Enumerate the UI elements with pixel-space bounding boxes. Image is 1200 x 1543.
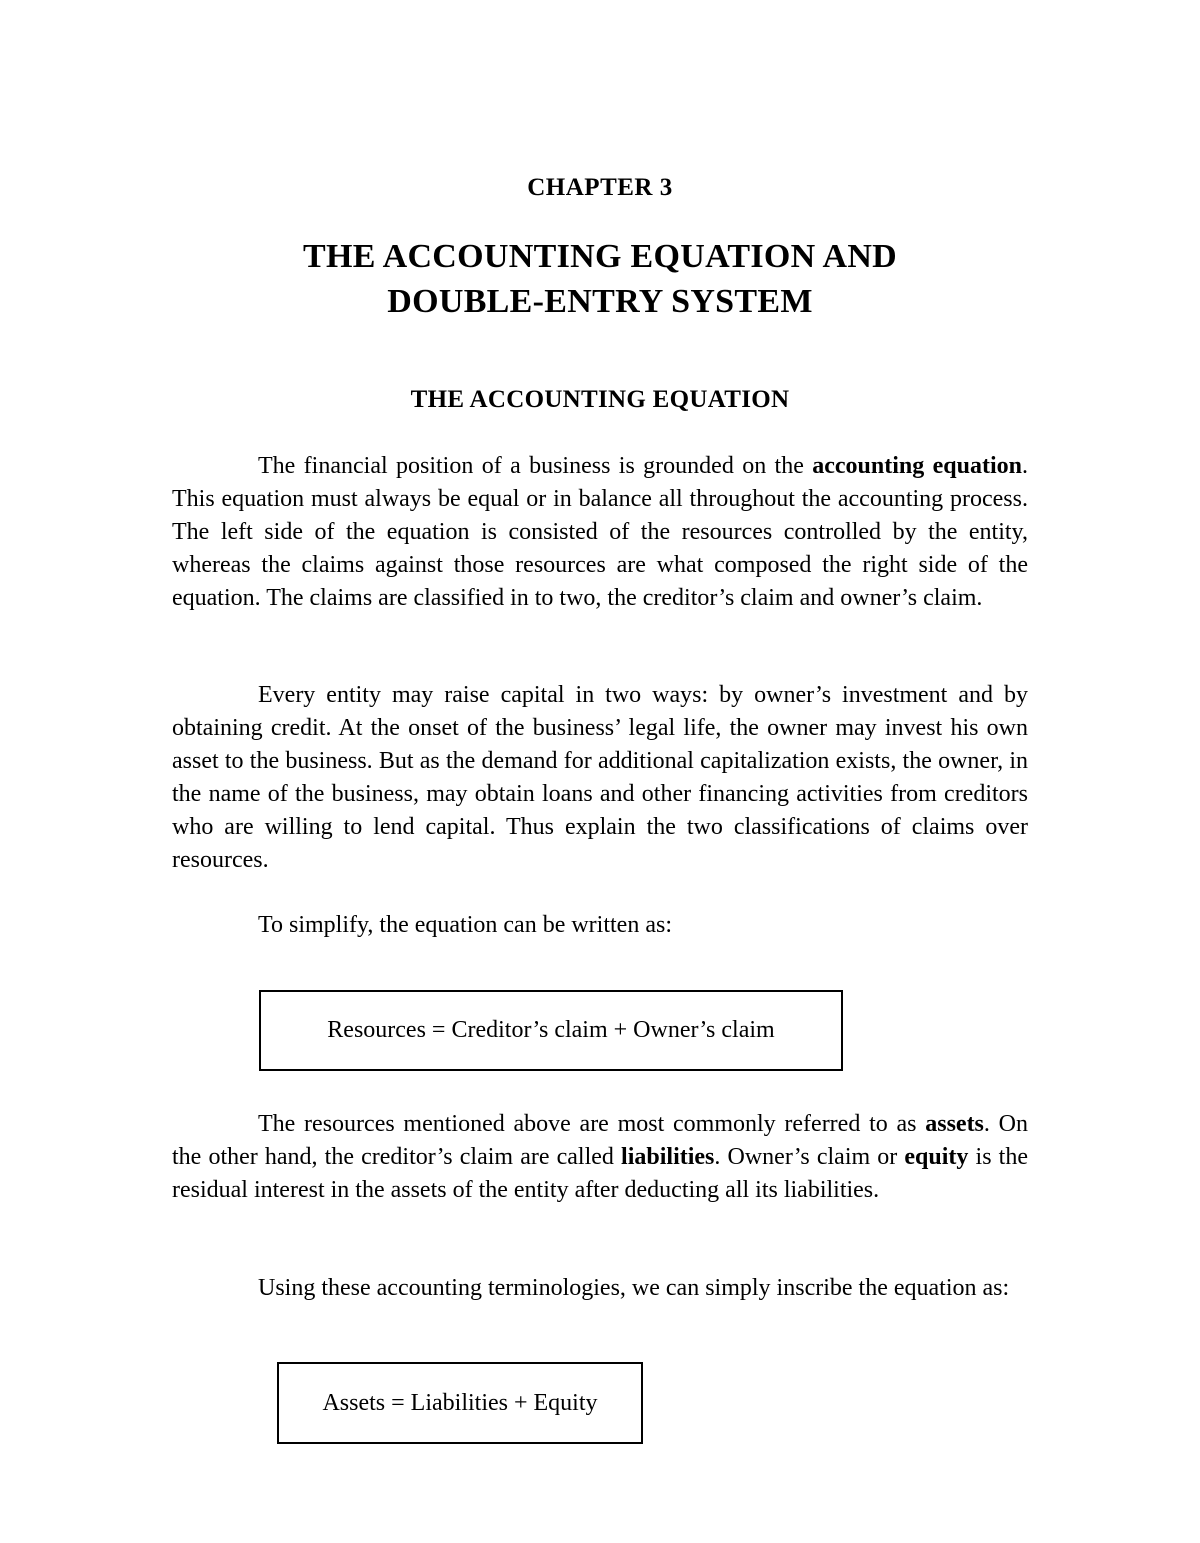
term-assets: assets — [925, 1111, 984, 1137]
paragraph-text: is the residual interest in the assets of the entity after deducting all its liabilities. — [172, 1144, 1029, 1203]
paragraph-text: . On the other hand, the creditor’s claim are called — [172, 1111, 1028, 1170]
term-equity: equity — [904, 1144, 969, 1170]
paragraph-text: . This equation must always be equal or in balance all throughout the accounting process. The left side of the equation is consisted of the resources controlled by the entity, whereas the claims against those resources are what composed the right side of the equation. The claims are classified in to two, the creditor’s claim and owner’s claim. — [172, 453, 1028, 611]
paragraph-terminology — [172, 1108, 1028, 1207]
equation-box-resources — [259, 990, 843, 1071]
paragraph-text: . Owner’s claim or — [714, 1144, 905, 1170]
section-heading: THE ACCOUNTING EQUATION — [410, 386, 790, 413]
paragraph-raising-capital: Every entity may raise capital in two ways: by owner’s investment and by obtaining credit. At the onset of the business’ legal life, the owner may invest his own asset to the business. But as the demand for additional capitalization exists, the owner, in the name of the business, may obtain loans and other financing activities from creditors who are willing to lend capital. Thus explain the two classifications of claims over resources. — [172, 682, 1028, 873]
paragraph-accounting-equation-intro — [172, 450, 1028, 615]
paragraph-inscribe-equation: Using these accounting terminologies, we can simply inscribe the equation as: — [258, 1275, 1010, 1301]
equation-resources-text: Resources = Creditor’s claim + Owner’s claim — [327, 1017, 775, 1043]
equation-box-assets — [277, 1362, 643, 1444]
equation-assets-text: Assets = Liabilities + Equity — [322, 1389, 598, 1416]
paragraph-text: The financial position of a business is grounded on the — [258, 453, 813, 479]
term-liabilities: liabilities — [621, 1144, 715, 1170]
paragraph-simplify: To simplify, the equation can be written as: — [258, 912, 672, 938]
chapter-label: CHAPTER 3 — [527, 174, 673, 201]
chapter-title-line-2: DOUBLE-ENTRY SYSTEM — [387, 283, 813, 320]
chapter-title-line-1: THE ACCOUNTING EQUATION AND — [302, 238, 898, 275]
term-accounting-equation: accounting equation — [812, 453, 1022, 479]
paragraph-text: The resources mentioned above are most commonly referred to as — [258, 1111, 926, 1137]
